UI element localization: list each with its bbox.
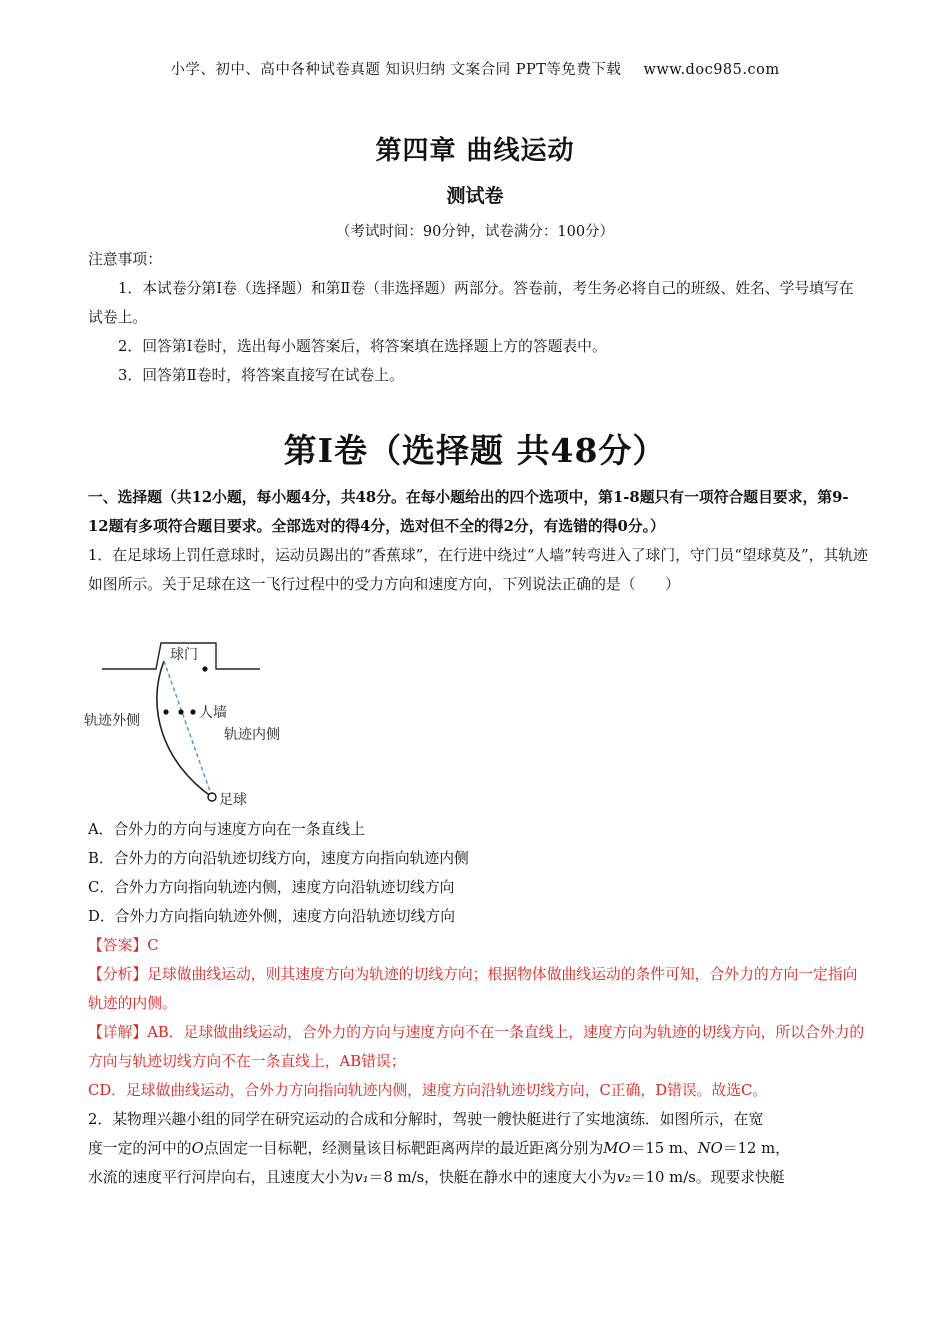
chapter-title: 第四章 曲线运动 (375, 136, 575, 166)
analysis-text: 【分析】足球做曲线运动，则其速度方向为轨迹的切线方向；根据物体做曲线运动的条件可知，合外力的方向一定指向轨迹的内侧。 (88, 966, 858, 1012)
note-item: 3．回答第Ⅱ卷时，将答案直接写在试卷上。 (118, 367, 404, 384)
question-block (88, 483, 868, 599)
q2-text: 点固定一目标靶，经测量该目标靶距离两岸的最近距离分别为 (203, 1140, 604, 1157)
exam-info: （考试时间：90分钟，试卷满分：100分） (335, 224, 615, 240)
note-item: 1．本试卷分第Ⅰ卷（选择题）和第Ⅱ卷（非选择题）两部分。答卷前，考生务必将自己的班级、姓名、学号填写在试卷上。 (88, 280, 854, 326)
option-b: B．合外力的方向沿轨迹切线方向，速度方向指向轨迹内侧 (88, 850, 469, 867)
label-inner-side: 轨迹内侧 (224, 727, 280, 743)
label-outer-side: 轨迹外侧 (84, 713, 140, 729)
wall-person (178, 709, 183, 714)
note-item: 2．回答第Ⅰ卷时，选出每小题答案后，将答案填在选择题上方的答题表中。 (118, 338, 607, 355)
question-2-line1: 2．某物理兴趣小组的同学在研究运动的合成和分解时，驾驶一艘快艇进行了实地演练．如图所示，在宽 (88, 1111, 764, 1128)
q2-text: ＝10 m/s。现要求快艇 (630, 1169, 785, 1186)
q2-var-mo: MO (603, 1140, 631, 1157)
q2-text: ＝12 m， (722, 1140, 790, 1157)
option-d: D．合外力方向指向轨迹外侧，速度方向沿轨迹切线方向 (88, 908, 455, 925)
label-wall: 人墙 (199, 705, 227, 721)
detail-text-cd: CD．足球做曲线运动，合外力方向指向轨迹内侧，速度方向沿轨迹切线方向，C正确，D错误。故选C。 (88, 1082, 768, 1099)
q2-var-v2: v₂ (616, 1169, 631, 1186)
section-title: 第Ⅰ卷（选择题 共48分） (283, 431, 667, 470)
banana-kick-diagram (84, 637, 314, 815)
question-1-stem: 1．在足球场上罚任意球时，运动员踢出的“香蕉球”，在行进中绕过“人墙”转弯进入了球门，守门员“望球莫及”，其轨迹如图所示。关于足球在这一飞行过程中的受力方向和速度方向，下列说法正确的是（ ） (88, 547, 868, 593)
notes-block (88, 245, 868, 390)
football-icon (208, 793, 216, 801)
label-goal: 球门 (170, 647, 198, 663)
q2-text: 度一定的河中的 (88, 1140, 192, 1157)
wall-person (163, 709, 168, 714)
answer-block (88, 815, 868, 1192)
q2-text: ＝8 m/s，快艇在静水中的速度大小为 (368, 1169, 617, 1186)
trajectory-curve (157, 661, 212, 797)
q2-var-o: O (191, 1140, 204, 1157)
page-header (0, 58, 950, 79)
question-2-line2 (88, 1134, 868, 1163)
label-ball: 足球 (219, 792, 247, 808)
detail-text-ab: 【详解】AB．足球做曲线运动，合外力的方向与速度方向不在一条直线上，速度方向为轨迹的切线方向，所以合外力的方向与轨迹切线方向不在一条直线上，AB错误； (88, 1024, 865, 1070)
q2-text: 水流的速度平行河岸向右，且速度大小为 (88, 1169, 355, 1186)
q2-var-no: NO (697, 1140, 723, 1157)
wall-person (190, 709, 195, 714)
q2-var-v1: v₁ (354, 1169, 369, 1186)
option-a: A．合外力的方向与速度方向在一条直线上 (88, 821, 366, 838)
notes-heading: 注意事项： (88, 251, 162, 268)
question-2-line3 (88, 1163, 868, 1192)
header-text: 小学、初中、高中各种试卷真题 知识归纳 文案合同 PPT等免费下载 (170, 62, 622, 78)
test-title: 测试卷 (446, 185, 504, 207)
goal-point (202, 666, 207, 671)
part-heading: 一、选择题（共12小题，每小题4分，共48分。在每小题给出的四个选项中，第1-8题只有一项符合题目要求，第9-12题有多项符合题目要求。全部选对的得4分，选对但不全的得2分，有选错的得0分。） (88, 489, 849, 535)
answer-line: 【答案】C (88, 937, 159, 954)
header-site-link[interactable]: www.doc985.com (643, 62, 780, 78)
q2-text: ＝15 m、 (630, 1140, 698, 1157)
option-c: C．合外力方向指向轨迹内侧，速度方向沿轨迹切线方向 (88, 879, 455, 896)
